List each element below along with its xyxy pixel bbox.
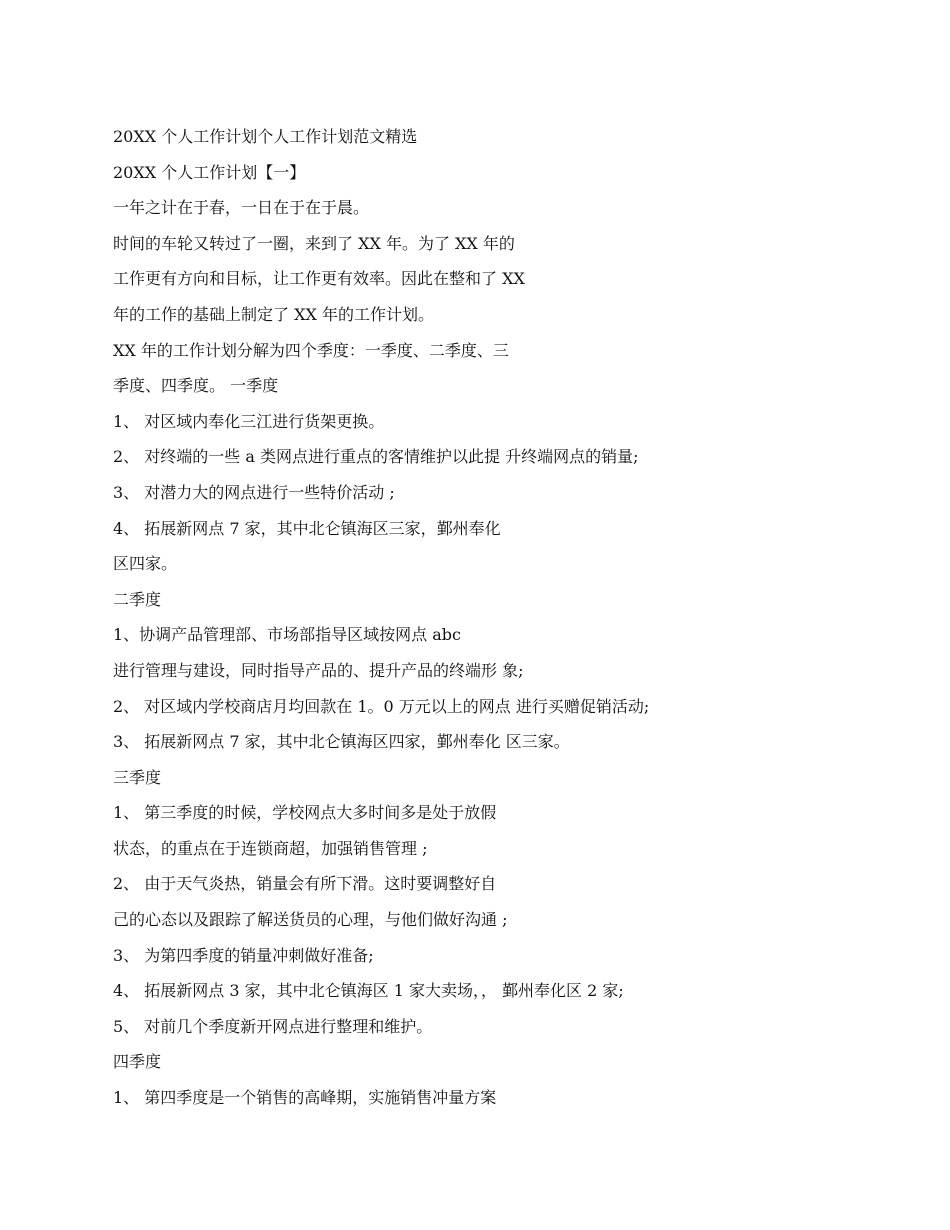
list-item: 3、 拓展新网点 7 家，其中北仑镇海区四家，鄞州奉化 区三家。 <box>113 732 570 752</box>
list-item: 3、 对潜力大的网点进行一些特价活动 ; <box>113 482 395 502</box>
list-item: 2、 对终端的一些 a 类网点进行重点的客情维护以此提 升终端网点的销量; <box>113 447 639 467</box>
document-title: 20XX 个人工作计划个人工作计划范文精选 <box>113 127 418 146</box>
paragraph-line: 年的工作的基础上制定了 XX 年的工作计划。 <box>113 304 434 324</box>
quarter-heading: 四季度 <box>113 1052 162 1072</box>
paragraph-line: 时间的车轮又转过了一圈，来到了 XX 年。为了 XX 年的 <box>113 233 515 253</box>
paragraph-line: 工作更有方向和目标，让工作更有效率。因此在整和了 XX <box>113 269 525 289</box>
quarter-heading: 三季度 <box>113 767 162 787</box>
list-item-continuation: 状态，的重点在于连锁商超，加强销售管理 ; <box>113 838 428 858</box>
list-item: 1、协调产品管理部、市场部指导区域按网点 abc <box>113 625 462 645</box>
list-item: 5、 对前几个季度新开网点进行整理和维护。 <box>113 1016 433 1036</box>
document-body <box>113 124 893 1121</box>
list-item: 3、 为第四季度的销量冲刺做好准备; <box>113 945 374 965</box>
list-item: 1、 对区域内奉化三江进行货架更换。 <box>113 411 385 431</box>
list-item: 4、 拓展新网点 3 家，其中北仑镇海区 1 家大卖场，， 鄞州奉化区 2 家; <box>113 981 624 1001</box>
paragraph-line: 一年之计在于春，一日在于在于晨。 <box>113 198 370 218</box>
list-item-continuation: 进行管理与建设，同时指导产品的、提升产品的终端形 象; <box>113 660 524 680</box>
list-item: 1、 第四季度是一个销售的高峰期，实施销售冲量方案 <box>113 1088 497 1108</box>
list-item: 1、 第三季度的时候，学校网点大多时间多是处于放假 <box>113 803 497 823</box>
paragraph-line: 季度、四季度。 一季度 <box>113 376 279 396</box>
list-item: 2、 对区域内学校商店月均回款在 1。0 万元以上的网点 进行买赠促销活动; <box>113 696 650 716</box>
paragraph-line: XX 年的工作计划分解为四个季度：一季度、二季度、三 <box>113 340 509 360</box>
list-item-continuation: 己的心态以及跟踪了解送货员的心理，与他们做好沟通 ; <box>113 910 508 930</box>
quarter-heading: 二季度 <box>113 589 162 609</box>
section-heading: 20XX 个人工作计划【一】 <box>113 162 306 182</box>
list-item-continuation: 区四家。 <box>113 554 178 574</box>
list-item: 4、 拓展新网点 7 家，其中北仑镇海区三家，鄞州奉化 <box>113 518 501 538</box>
list-item: 2、 由于天气炎热，销量会有所下滑。这时要调整好自 <box>113 874 497 894</box>
